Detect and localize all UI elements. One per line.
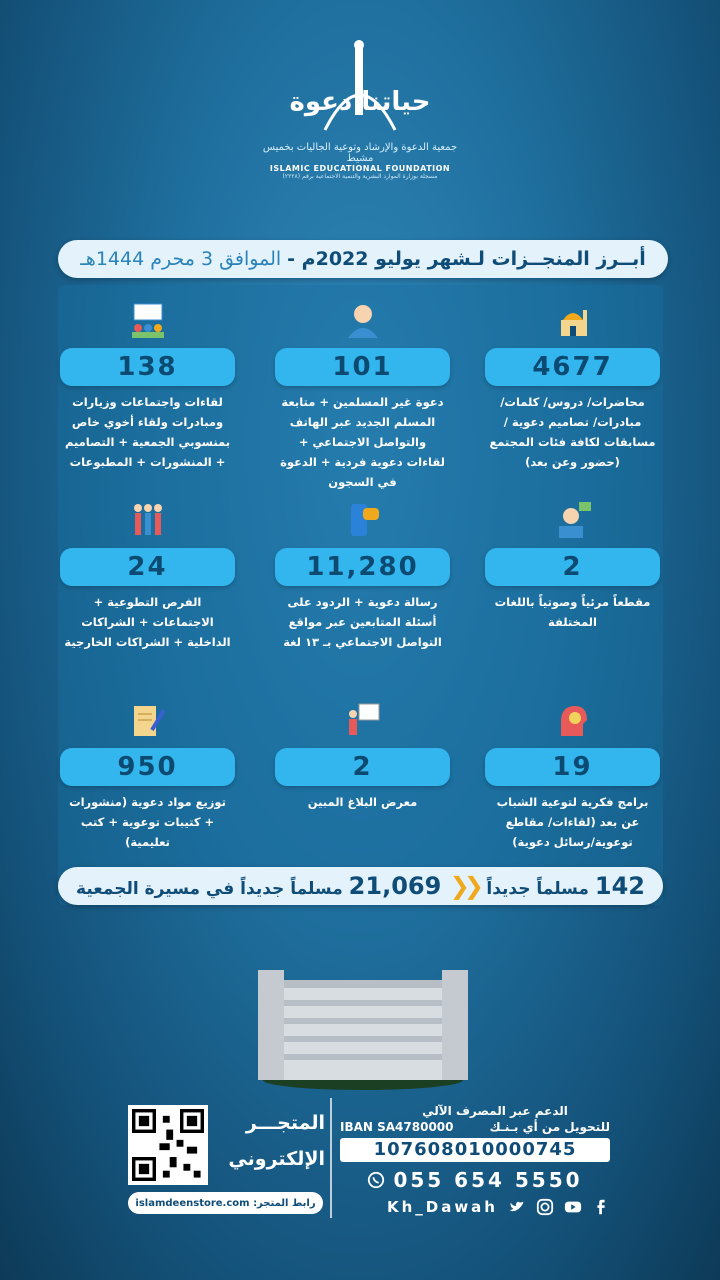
person-icon	[343, 300, 383, 340]
bank-support-label: الدعم عبر المصرف الآلي	[422, 1104, 568, 1118]
stat-desc: برامج فكرية لتوعية الشباب عن بعد (لقاءات/ مقاطع توعوية/رسائل دعوية)	[496, 795, 649, 849]
title-banner	[58, 240, 668, 278]
stat-cell-videos	[485, 500, 660, 632]
store-title	[215, 1105, 325, 1177]
store-link-url[interactable]: islamdeenstore.com	[135, 1197, 250, 1209]
stat-desc: محاضرات/ دروس/ كلمات/ مبادرات/ تصاميم دعوية / مسابقات لكافة فئات المجتمع (حضور وعن بعد)	[489, 395, 656, 469]
new-muslims-value: 142	[594, 872, 645, 900]
instagram-icon[interactable]	[536, 1198, 554, 1216]
org-registration: مسجلة بوزارة الموارد البشرية والتنمية الاجتماعية برقم (٢٢٢٨)	[282, 173, 438, 180]
bank-info	[340, 1104, 610, 1216]
whatsapp-icon[interactable]	[367, 1171, 385, 1189]
stat-value: 11,280	[275, 548, 450, 586]
stat-value: 4677	[485, 348, 660, 386]
banner-title: أبــرز المنجــزات لـشهر يوليو 2022م -	[287, 248, 646, 270]
foundation-logo	[260, 40, 460, 205]
new-muslims-label: مسلماً جديداً	[486, 879, 589, 899]
stat-desc: توزيع مواد دعوية (منشورات + كتيبات توعوية + كتب تعليمية)	[69, 795, 226, 849]
stat-cell-messages	[275, 500, 450, 652]
total-muslims-value: 21,069	[348, 872, 442, 900]
head-idea-icon	[553, 700, 593, 740]
org-name-en: ISLAMIC EDUCATIONAL FOUNDATION	[269, 164, 451, 173]
minaret-dome-logo-icon	[285, 40, 435, 140]
stat-value: 19	[485, 748, 660, 786]
stat-cell-meetings	[60, 300, 235, 472]
social-row	[340, 1198, 610, 1216]
iban-label: IBAN SA4780000	[340, 1120, 454, 1134]
stat-cell-lectures	[485, 300, 660, 472]
stat-cell-youth	[485, 700, 660, 852]
volunteers-icon	[128, 500, 168, 540]
youtube-icon[interactable]	[564, 1198, 582, 1216]
store-title-line1: المتجـــر	[245, 1112, 325, 1134]
footer-divider	[330, 1098, 332, 1218]
facebook-icon[interactable]	[592, 1198, 610, 1216]
support-agent-icon	[553, 500, 593, 540]
stat-value: 24	[60, 548, 235, 586]
stat-cell-exhibition	[275, 700, 450, 812]
bank-transfer-label: للتحويل من أي بـنـك	[489, 1120, 610, 1134]
store-title-line2: الإلكتروني	[228, 1148, 325, 1170]
store-qr-code[interactable]	[128, 1105, 208, 1185]
stat-desc: لقاءات واجتماعات وزيارات ومبادرات ولقاء أخوي خاص بمنسوبي الجمعية + التصاميم + المنشورات + المطبوعات	[64, 395, 231, 469]
meeting-icon	[128, 300, 168, 340]
stat-desc: مقطعاً مرئياً وصوتياً باللغات المختلفة	[494, 595, 651, 629]
banner-date: الموافق 3 محرم 1444هـ	[80, 248, 282, 270]
mosque-icon	[553, 300, 593, 340]
stat-desc: معرض البلاغ المبين	[307, 795, 418, 809]
stat-value: 2	[275, 748, 450, 786]
total-muslims-label: مسلماً جديداً في مسيرة الجمعية	[76, 879, 343, 899]
phone-chat-icon	[343, 500, 383, 540]
logo-title: حياتنا دعوة	[289, 87, 431, 117]
stat-desc: دعوة غير المسلمين + متابعة المسلم الجديد عبر الهاتف والتواصل الاجتماعي + لقاءات دعوية فردية + الدعوة في السجون	[280, 395, 445, 489]
iban-number: 107608010000745	[340, 1138, 610, 1162]
stat-value: 950	[60, 748, 235, 786]
twitter-icon[interactable]	[508, 1198, 526, 1216]
stat-desc: رسالة دعوية + الردود على أسئلة المتابعين عبر مواقع التواصل الاجتماعي بـ ١٣ لغة	[283, 595, 442, 649]
social-handle[interactable]: Kh_Dawah	[386, 1198, 498, 1216]
store-link-label: رابط المتجر:	[253, 1197, 316, 1209]
stat-value: 2	[485, 548, 660, 586]
stat-value: 138	[60, 348, 235, 386]
store-link[interactable]	[128, 1192, 323, 1214]
new-muslims-summary	[58, 867, 663, 905]
stat-cell-distribution	[60, 700, 235, 852]
phone-row	[340, 1168, 610, 1192]
document-pen-icon	[128, 700, 168, 740]
stat-cell-volunteers	[60, 500, 235, 652]
stat-value: 101	[275, 348, 450, 386]
presenter-icon	[343, 700, 383, 740]
double-chevron-icon: ❮❮	[449, 872, 478, 900]
stat-desc: الفرص التطوعية + الاجتماعات + الشراكات الداخلية + الشراكات الخارجية	[64, 595, 231, 649]
building-illustration	[258, 960, 468, 1090]
org-name-ar: جمعية الدعوة والإرشاد وتوعية الجاليات بخميس مشيط	[262, 142, 458, 164]
stat-cell-nonmuslims	[275, 300, 450, 492]
phone-number[interactable]: 055 654 5550	[393, 1168, 583, 1192]
